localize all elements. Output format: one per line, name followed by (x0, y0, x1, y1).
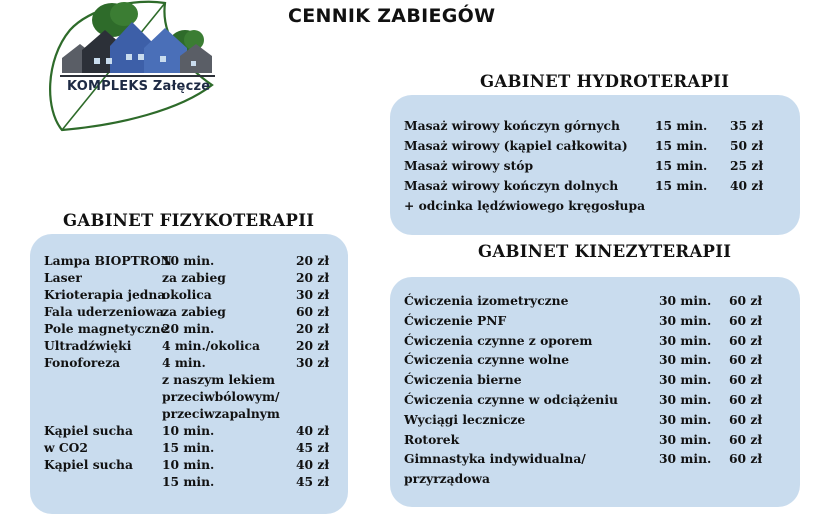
treatment-duration: za zabieg (162, 270, 226, 285)
treatment-duration: 4 min. (162, 355, 206, 370)
treatment-price: 60 zł (296, 304, 330, 319)
treatment-duration: okolica (162, 287, 212, 302)
treatment-name: w CO2 (44, 440, 88, 455)
treatment-name: Masaż wirowy stóp (404, 158, 534, 173)
treatment-price: 60 zł (729, 293, 763, 308)
treatment-price: 60 zł (729, 451, 763, 467)
treatment-duration: 15 min. (655, 138, 708, 153)
treatment-name: Kąpiel sucha (44, 457, 133, 472)
treatment-name: + odcinka lędźwiowego kręgosłupa (404, 198, 646, 213)
treatment-duration: przeciwzapalnym (162, 406, 280, 421)
treatment-name: przyrządowa (404, 471, 490, 487)
treatment-name: Ćwiczenia czynne w odciążeniu (404, 392, 618, 407)
fizyko-panel (30, 234, 348, 514)
kinezy-panel (390, 277, 800, 507)
treatment-price: 60 zł (729, 431, 763, 447)
treatment-name: Wyciągi lecznicze (404, 411, 526, 427)
treatment-duration: 10 min. (162, 457, 215, 472)
treatment-duration: 30 min. (659, 451, 712, 467)
treatment-name: Masaż wirowy (kąpiel całkowita) (404, 138, 628, 153)
treatment-price: 30 zł (296, 287, 330, 302)
treatment-price: 60 zł (729, 372, 763, 388)
treatment-name: Fala uderzeniowa (44, 304, 164, 319)
treatment-price: 35 zł (730, 118, 764, 133)
treatment-name: Kąpiel sucha (44, 423, 133, 438)
hydro-title: GABINET HYDROTERAPII (480, 72, 730, 91)
treatment-price: 60 zł (729, 392, 763, 407)
page-title: CENNIK ZABIEGÓW (288, 5, 496, 27)
treatment-price: 50 zł (730, 138, 764, 153)
treatment-name: Masaż wirowy kończyn górnych (404, 118, 620, 133)
treatment-duration: z naszym lekiem (162, 372, 276, 387)
treatment-name: Rotorek (404, 431, 460, 447)
treatment-price: 45 zł (296, 440, 330, 455)
treatment-duration: 30 min. (659, 392, 712, 407)
kinezy-title: GABINET KINEZYTERAPII (478, 242, 732, 261)
treatment-price: 30 zł (296, 355, 330, 370)
treatment-name: Masaż wirowy kończyn dolnych (404, 178, 619, 193)
treatment-price: 20 zł (296, 338, 330, 353)
treatment-duration: 15 min. (655, 118, 708, 133)
treatment-name: Pole magnetyczne (44, 321, 169, 336)
treatment-name: Ćwiczenia bierne (404, 372, 522, 388)
fizyko-title: GABINET FIZYKOTERAPII (63, 211, 315, 230)
treatment-duration: 10 min. (162, 423, 215, 438)
treatment-name: Ćwiczenia czynne wolne (404, 352, 570, 368)
treatment-name: Fonoforeza (44, 355, 121, 370)
treatment-name: Lampa BIOPTRON (44, 253, 172, 268)
treatment-price: 20 zł (296, 253, 330, 268)
treatment-price: 40 zł (296, 423, 330, 438)
treatment-duration: 15 min. (162, 440, 215, 455)
treatment-name: Ultradźwięki (44, 338, 132, 353)
logo-graphic (40, 0, 240, 135)
logo (40, 0, 240, 135)
treatment-price: 60 zł (729, 411, 763, 427)
treatment-duration: 20 min. (162, 321, 215, 336)
treatment-price: 40 zł (296, 457, 330, 472)
treatment-name: Gimnastyka indywidualna/ (404, 451, 586, 467)
treatment-duration: 30 min. (659, 431, 712, 447)
treatment-duration: przeciwbólowym/ (162, 389, 280, 404)
treatment-price: 20 zł (296, 321, 330, 336)
treatment-name: Laser (44, 270, 82, 285)
treatment-price: 45 zł (296, 474, 330, 489)
treatment-duration: 15 min. (655, 178, 708, 193)
treatment-duration: 30 min. (659, 411, 712, 427)
treatment-duration: 30 min. (659, 352, 712, 368)
treatment-duration: 30 min. (659, 372, 712, 388)
treatment-duration: 30 min. (659, 312, 712, 328)
treatment-duration: 4 min./okolica (162, 338, 260, 353)
treatment-duration: 10 min. (162, 253, 215, 268)
treatment-duration: 30 min. (659, 293, 712, 308)
treatment-price: 20 zł (296, 270, 330, 285)
treatment-price: 25 zł (730, 158, 764, 173)
treatment-name: Ćwiczenia czynne z oporem (404, 332, 593, 348)
treatment-duration: 15 min. (655, 158, 708, 173)
treatment-name: Ćwiczenia izometryczne (404, 293, 569, 308)
treatment-price: 60 zł (729, 352, 763, 368)
treatment-name: Ćwiczenie PNF (404, 312, 507, 328)
treatment-price: 60 zł (729, 332, 763, 348)
treatment-duration: 15 min. (162, 474, 215, 489)
logo-text: KOMPLEKS Załęcze (67, 79, 211, 94)
treatment-price: 60 zł (729, 312, 763, 328)
treatment-duration: 30 min. (659, 332, 712, 348)
treatment-name: Krioterapia jedna (44, 287, 166, 302)
hydro-panel (390, 95, 800, 235)
treatment-duration: za zabieg (162, 304, 226, 319)
treatment-price: 40 zł (730, 178, 764, 193)
